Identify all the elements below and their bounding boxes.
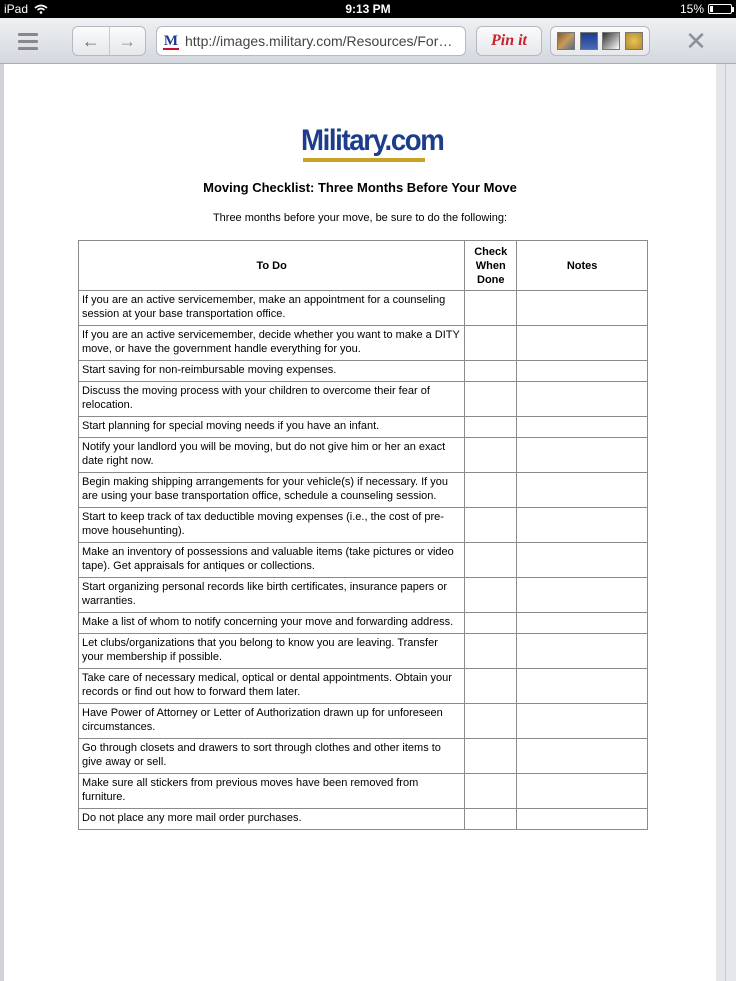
url-text: http://images.military.com/Resources/For… [185, 33, 453, 49]
task-cell: Notify your landlord you will be moving, but do not give him or her an exact date right now. [79, 438, 465, 473]
table-row [79, 809, 648, 830]
notes-cell [517, 774, 648, 809]
back-button[interactable] [73, 27, 110, 55]
task-cell: Begin making shipping arrangements for your vehicle(s) if necessary. If you are using your base transportation office, schedule a counseling session. [79, 473, 465, 508]
device-label: iPad [4, 2, 29, 16]
back-arrow-icon: ← [81, 30, 100, 51]
navigation-buttons [72, 26, 146, 56]
web-viewport [0, 64, 736, 981]
notes-cell [517, 326, 648, 361]
notes-cell [517, 613, 648, 634]
clock: 9:13 PM [345, 2, 391, 16]
favicon-icon: M [163, 33, 179, 49]
check-done-cell [465, 809, 517, 830]
check-done-cell [465, 578, 517, 613]
logo-underline [303, 158, 425, 162]
table-row [79, 578, 648, 613]
check-done-cell [465, 438, 517, 473]
table-row [79, 613, 648, 634]
task-cell: Take care of necessary medical, optical or dental appointments. Obtain your records or find out how to forward them later. [79, 669, 465, 704]
notes-cell [517, 508, 648, 543]
tab-thumbnail-icon[interactable] [625, 32, 643, 50]
task-cell: Start planning for special moving needs if you have an infant. [79, 417, 465, 438]
notes-cell [517, 739, 648, 774]
pin-it-button[interactable]: Pin it [476, 26, 542, 56]
check-done-cell [465, 382, 517, 417]
check-done-cell [465, 417, 517, 438]
document-page [4, 64, 716, 981]
table-header-row [79, 241, 648, 291]
military-com-logo[interactable] [301, 124, 444, 166]
task-cell: If you are an active servicemember, decide whether you want to make a DITY move, or have the government handle everything for you. [79, 326, 465, 361]
table-row [79, 361, 648, 382]
check-done-cell [465, 361, 517, 382]
table-row [79, 438, 648, 473]
check-done-cell [465, 473, 517, 508]
task-cell: Make an inventory of possessions and valuable items (take pictures or video tape). Get appraisals for antiques or collections. [79, 543, 465, 578]
notes-cell [517, 382, 648, 417]
table-row [79, 382, 648, 417]
menu-button[interactable] [8, 26, 48, 56]
battery-percent: 15% [679, 2, 704, 16]
notes-cell [517, 578, 648, 613]
task-cell: Let clubs/organizations that you belong to know you are leaving. Transfer your membership if possible. [79, 634, 465, 669]
check-done-cell [465, 613, 517, 634]
tab-thumbnail-icon[interactable] [557, 32, 575, 50]
logo-text: Military.com [301, 124, 444, 157]
table-row [79, 704, 648, 739]
check-done-cell [465, 704, 517, 739]
check-done-cell [465, 669, 517, 704]
tab-thumbnail-icon[interactable] [580, 32, 598, 50]
column-header-todo: To Do [79, 241, 465, 291]
task-cell: If you are an active servicemember, make an appointment for a counseling session at your base transportation office. [79, 291, 465, 326]
forward-arrow-icon: → [118, 30, 137, 51]
table-row [79, 508, 648, 543]
table-row [79, 417, 648, 438]
table-row [79, 774, 648, 809]
battery-icon [708, 4, 732, 14]
table-row [79, 634, 648, 669]
browser-toolbar [0, 18, 736, 64]
notes-cell [517, 543, 648, 578]
check-done-cell [465, 739, 517, 774]
tab-thumbnail-icon[interactable] [602, 32, 620, 50]
notes-cell [517, 809, 648, 830]
status-bar [0, 0, 736, 18]
notes-cell [517, 438, 648, 473]
notes-cell [517, 473, 648, 508]
task-cell: Discuss the moving process with your children to overcome their fear of relocation. [79, 382, 465, 417]
check-done-cell [465, 774, 517, 809]
check-done-cell [465, 634, 517, 669]
close-button[interactable] [676, 26, 716, 56]
check-done-cell [465, 326, 517, 361]
task-cell: Start saving for non-reimbursable moving expenses. [79, 361, 465, 382]
notes-cell [517, 669, 648, 704]
task-cell: Make sure all stickers from previous moves have been removed from furniture. [79, 774, 465, 809]
task-cell: Start to keep track of tax deductible moving expenses (i.e., the cost of pre-move househunting). [79, 508, 465, 543]
moving-checklist-table [78, 240, 648, 830]
table-row [79, 669, 648, 704]
table-row [79, 473, 648, 508]
hamburger-icon [18, 33, 38, 36]
page-title: Moving Checklist: Three Months Before Your Move [203, 180, 517, 195]
notes-cell [517, 704, 648, 739]
table-row [79, 326, 648, 361]
intro-text: Three months before your move, be sure to do the following: [212, 212, 508, 224]
check-done-cell [465, 291, 517, 326]
column-header-notes: Notes [517, 241, 648, 291]
page-edge [716, 64, 736, 981]
check-done-cell [465, 543, 517, 578]
task-cell: Start organizing personal records like birth certificates, insurance papers or warranties. [79, 578, 465, 613]
notes-cell [517, 291, 648, 326]
task-cell: Have Power of Attorney or Letter of Authorization drawn up for unforeseen circumstances. [79, 704, 465, 739]
notes-cell [517, 634, 648, 669]
table-row [79, 543, 648, 578]
table-row [79, 739, 648, 774]
notes-cell [517, 361, 648, 382]
tab-thumbnails[interactable] [550, 26, 650, 56]
task-cell: Make a list of whom to notify concerning your move and forwarding address. [79, 613, 465, 634]
check-done-cell [465, 508, 517, 543]
notes-cell [517, 417, 648, 438]
task-cell: Do not place any more mail order purchases. [79, 809, 465, 830]
task-cell: Go through closets and drawers to sort through clothes and other items to give away or sell. [79, 739, 465, 774]
column-header-check: Check When Done [465, 241, 517, 291]
table-row [79, 291, 648, 326]
forward-button[interactable] [110, 27, 146, 55]
close-icon: ✕ [685, 25, 707, 56]
address-bar[interactable] [156, 26, 466, 56]
